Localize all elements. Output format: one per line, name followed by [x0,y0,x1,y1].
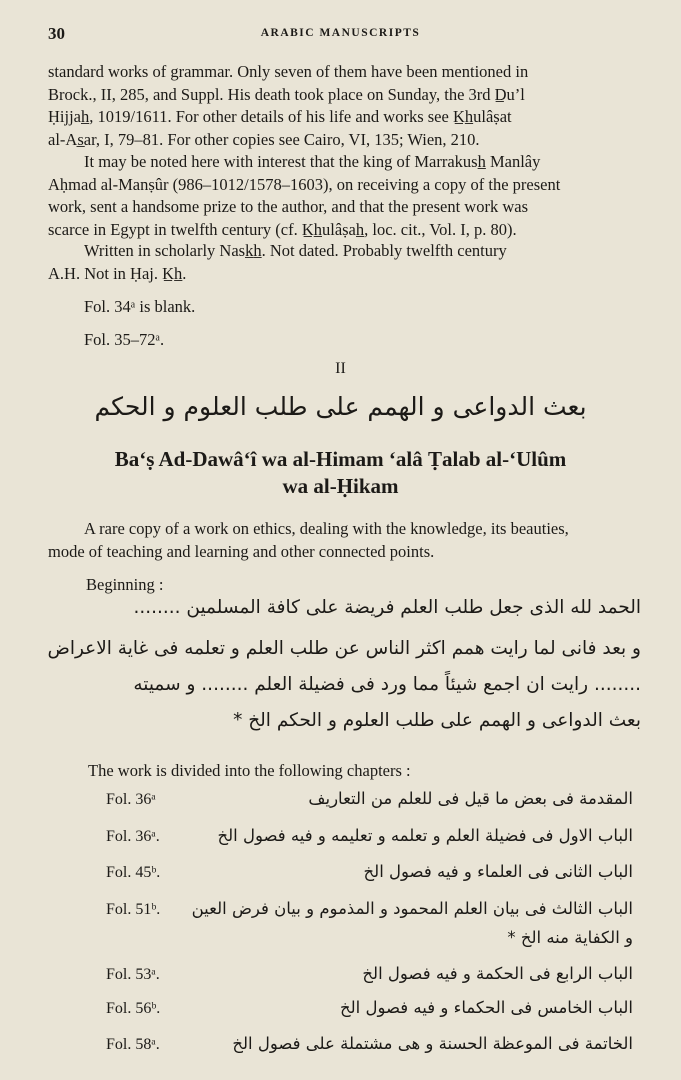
text-line: mode of teaching and learning and other connected points. [48,541,435,561]
beginning-quote-line: ........ رایت ان اجمع شیئاً مما ورد فی فضیلة العلم ........ و سمیته [133,674,641,695]
page-number: 30 [48,24,65,43]
folio-range: Fol. 35–72ᵃ. [84,330,165,349]
text-line: A rare copy of a work on ethics, dealing with the knowledge, its beauties, [84,519,569,538]
chapter-title-arabic: الخاتمة فی الموعظة الحسنة و هی مشتملة علی فصول الخ [232,1034,633,1053]
chapter-folio: Fol. 36ᵃ [106,791,156,808]
chapter-folio: Fol. 56ᵇ. [106,1000,161,1017]
text-line: al-As̲ar, I, 79–81. For other copies see Cairo, VI, 135; Wien, 210. [48,129,480,149]
chapter-entry [0,901,681,931]
page-header [48,24,633,46]
chapter-entry [0,828,681,858]
chapter-folio: Fol. 51ᵇ. [106,901,161,918]
work-description [48,518,636,563]
english-title [40,446,641,500]
chapter-entry [0,791,681,821]
text-line: Aḥmad al-Manṣûr (986–1012/1578–1603), on receiving a copy of the present [48,174,561,194]
english-title-line: wa al-Ḥikam [282,474,399,498]
beginning-quote-line: و بعد فانی لما رایت همم اکثر الناس عن طلب العلم و تعلمه فی غایة الاعراض [47,638,641,659]
chapter-title-arabic: الباب الرابع فی الحکمة و فیه فصول الخ [362,964,633,983]
chapter-folio: Fol. 45ᵇ. [106,864,161,881]
chapter-title-arabic: المقدمة فی بعض ما قیل فی للعلم من التعاریف [308,789,633,808]
chapter-entry [0,1036,681,1066]
text-line: work, sent a handsome prize to the author, and that the present work was [48,197,528,216]
paragraph-script-note [48,240,636,285]
text-line: It may be noted here with interest that the king of Marrakush̲ Manlây [84,152,541,171]
chapter-entry [0,966,681,996]
text-line: Written in scholarly Nask̲h̲. Not dated. Probably twelfth century [84,241,507,260]
beginning-quote-line: بعث الدواعی و الهمم علی طلب العلوم و الحکم الخ * [233,710,641,731]
paragraph-grammar-works [48,61,636,151]
chapter-title-arabic: الباب الخامس فی الحکماء و فیه فصول الخ [339,998,633,1017]
chapter-title-arabic: الباب الثالث فی بیان العلم المحمود و المذموم و بیان فرض العین [191,899,633,918]
text-line: scarce in Egypt in twelfth century (cf. K̲h̲ulâṣah̲, loc. cit., Vol. I, p. 80). [48,219,517,239]
text-line: standard works of grammar. Only seven of them have been mentioned in [48,62,529,81]
chapter-folio: Fol. 53ᵃ. [106,966,160,983]
beginning-quote-line: الحمد لله الذی جعل طلب العلم فریضة علی کافة المسلمین ........ [133,597,641,618]
chapter-entry [0,864,681,894]
english-title-line: Ba‘ṣ Ad-Dawâ‘î wa al-Himam ‘alâ Ṭalab al-‘Ulûm [114,447,567,471]
section-numeral: II [335,360,346,377]
chapter-title-arabic: الباب الثانی فی العلماء و فیه فصول الخ [363,862,633,881]
paragraph-marrakush-note [48,151,636,241]
text-line: Ḥijjah̲, 1019/1611. For other details of his life and works see K̲h̲ulâṣat [48,107,512,126]
chapter-title-arabic: الباب الاول فی فضیلة العلم و تعلمه و تعلیمه و فیه فصول الخ [217,826,633,845]
chapters-intro: The work is divided into the following chapters : [88,761,411,780]
chapter-entry [0,1000,681,1030]
folio-blank-note: Fol. 34ᵃ is blank. [84,297,196,316]
beginning-label: Beginning : [86,575,164,594]
chapter-folio: Fol. 36ᵃ. [106,828,160,845]
text-line: A.H. Not in Ḥaj. K̲h̲. [48,263,187,283]
arabic-title: بعث الدواعی و الهمم علی طلب العلوم و الحکم [94,392,587,421]
chapter-title-arabic: و الکفایة منه الخ * [507,928,633,947]
running-head: ARABIC MANUSCRIPTS [260,27,421,39]
text-line: Brock., II, 285, and Suppl. His death took place on Sunday, the 3rd D̲u’l [48,84,525,104]
chapter-entry-continuation [0,930,681,960]
chapter-folio: Fol. 58ᵃ. [106,1036,160,1053]
